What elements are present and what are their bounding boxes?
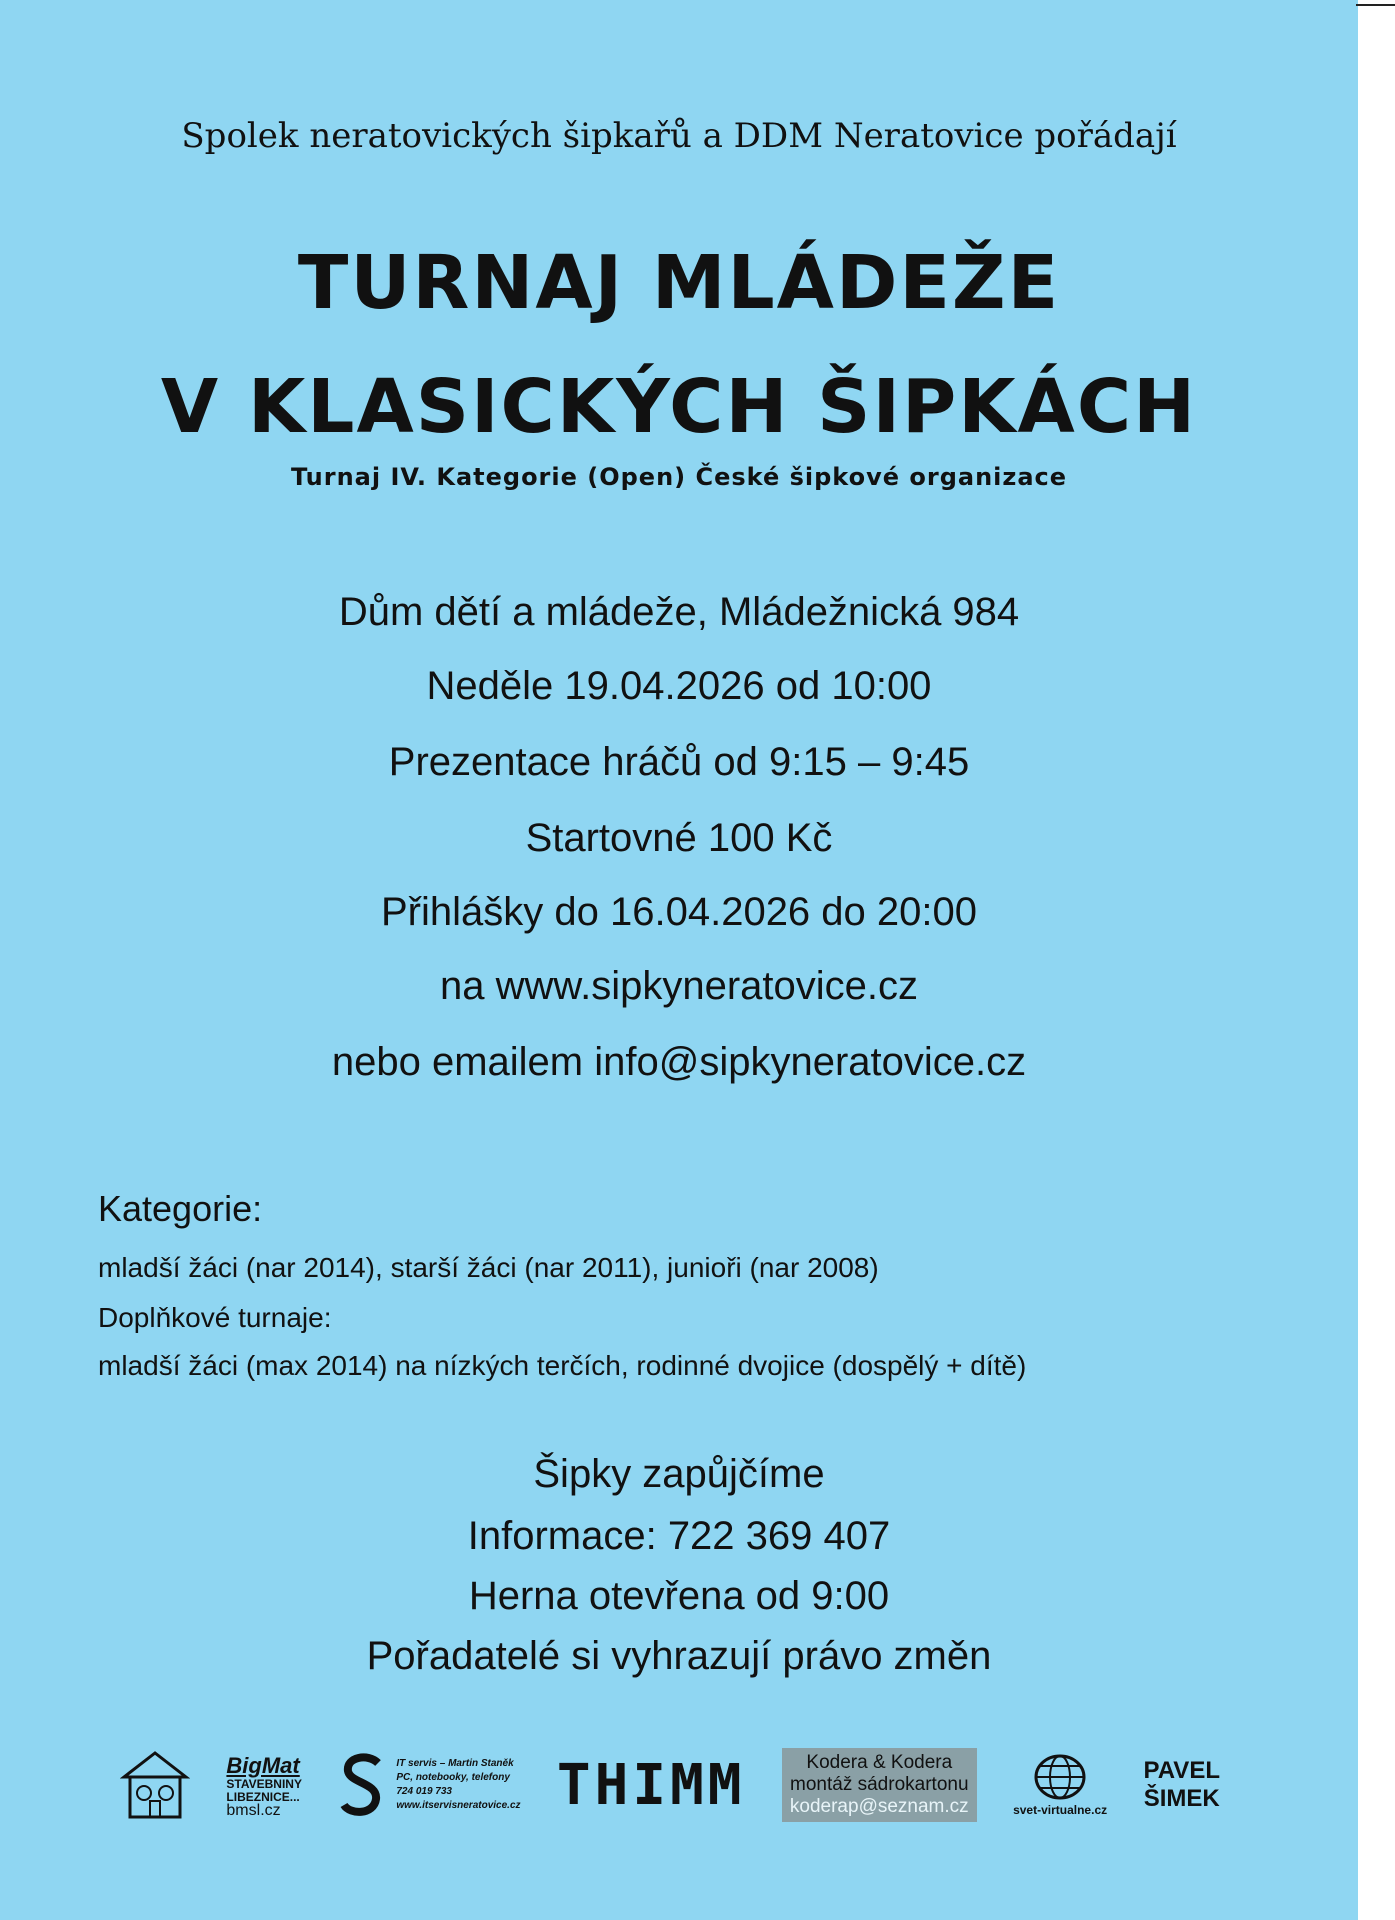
subtitle: Turnaj IV. Kategorie (Open) České šipkové organizace (290, 463, 1068, 491)
info-deadline: Přihlášky do 16.04.2026 do 20:00 (381, 890, 977, 934)
info-fee: Startovné 100 Kč (525, 816, 833, 860)
itservis-line: www.itservisneratovice.cz (396, 1800, 521, 1811)
footer-phone: Informace: 722 369 407 (467, 1514, 891, 1558)
itservis-line: 724 019 733 (396, 1786, 452, 1797)
simek-logo (1144, 1757, 1220, 1813)
footer-darts-loan: Šipky zapůjčíme (533, 1452, 825, 1496)
title-line-2: V KLASICKÝCH ŠIPKÁCH (160, 364, 1198, 450)
simek-line: PAVEL (1143, 1757, 1220, 1784)
bigmat-line: LIBEZNICE... (226, 1789, 300, 1804)
organizers-line: Spolek neratovických šipkařů a DDM Neratovice pořádají (181, 116, 1177, 156)
info-registration-time: Prezentace hráčů od 9:15 – 9:45 (388, 740, 970, 784)
footer-hall-open: Herna otevřena od 9:00 (468, 1574, 890, 1618)
info-email: nebo emailem info@sipkyneratovice.cz (331, 1040, 1027, 1084)
title-line-1: TURNAJ MLÁDEŽE (297, 240, 1061, 326)
bigmat-logo (226, 1754, 302, 1817)
simek-line: ŠIMEK (1143, 1785, 1220, 1812)
info-date: Neděle 19.04.2026 od 10:00 (426, 664, 932, 708)
itservis-line: IT servis – Martin Staněk (396, 1758, 514, 1769)
categories-line: mladší žáci (max 2014) na nízkých terčích, rodinné dvojice (dospělý + dítě) (98, 1350, 1027, 1381)
svet-web: svet-virtualne.cz (1013, 1803, 1108, 1817)
globe-icon (1033, 1753, 1087, 1803)
kodera-email: koderap@seznam.cz (789, 1796, 969, 1817)
itservis-logo (338, 1753, 520, 1817)
categories-line: Doplňkové turnaje: (98, 1302, 332, 1333)
ddm-house-logo (120, 1749, 190, 1821)
bigmat-web: bmsl.cz (226, 1801, 281, 1819)
categories-heading: Kategorie: (98, 1188, 263, 1229)
info-website: na www.sipkyneratovice.cz (440, 964, 918, 1008)
itservis-s-icon (338, 1753, 386, 1817)
thimm-logo: THIMM (556, 1752, 746, 1818)
bigmat-line: STAVEBNINY (226, 1776, 302, 1791)
sponsor-logos (120, 1740, 1220, 1830)
categories-line: mladší žáci (nar 2014), starší žáci (nar 2011), junioři (nar 2008) (98, 1252, 879, 1283)
bigmat-brand: BigMat (226, 1752, 300, 1778)
itservis-line: PC, notebooky, telefony (396, 1772, 510, 1783)
info-venue: Dům dětí a mládeže, Mládežnická 984 (338, 590, 1020, 634)
svet-virtualne-logo (1013, 1753, 1107, 1817)
kodera-line: Kodera & Kodera (806, 1752, 953, 1773)
scan-edge-line (1356, 4, 1395, 6)
kodera-logo (782, 1748, 977, 1822)
kodera-line: montáž sádrokartonu (790, 1774, 969, 1795)
footer-disclaimer: Pořadatelé si vyhrazují právo změn (366, 1634, 992, 1678)
